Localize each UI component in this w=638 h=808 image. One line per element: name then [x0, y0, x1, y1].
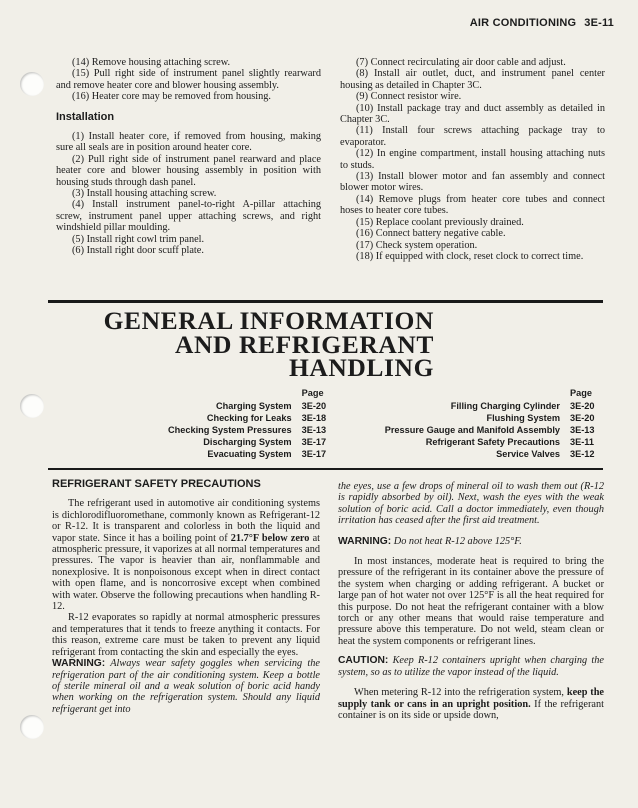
removal-step: (14) Remove housing attaching screw. — [72, 57, 231, 68]
section-divider-top — [48, 300, 603, 303]
warning-label: WARNING: — [338, 535, 392, 547]
toc-row: Charging System 3E-20 — [216, 401, 327, 411]
install-step: (8) Install air outlet, duct, and instrument panel center housing as detailed in Chapter 3C. — [340, 68, 605, 91]
safety-paragraph-4: When metering R-12 into the refrigeration system, keep the supply tank or cans in an upright position. If the refrigerant container is on its side or upside down, — [338, 687, 604, 721]
toc-row: Flushing System 3E-20 — [486, 413, 595, 423]
installation-heading: Installation — [56, 110, 115, 123]
page-number: 3E-11 — [584, 17, 614, 29]
contents-right — [385, 387, 600, 460]
safety-right-column — [338, 481, 604, 721]
install-step: (7) Connect recirculating air door cable and adjust. — [356, 57, 566, 68]
install-step: (1) Install heater core, if removed from housing, making sure all seals are in position around heater core. — [56, 131, 321, 154]
safety-heading: REFRIGERANT SAFETY PRECAUTIONS — [52, 478, 261, 490]
toc-row: Service Valves 3E-12 — [496, 449, 595, 459]
contents-left — [168, 387, 332, 460]
caution-label: CAUTION: — [338, 655, 389, 667]
install-step: (12) In engine compartment, install housing attaching nuts to studs. — [340, 148, 605, 171]
toc-row: Refrigerant Safety Precautions 3E-11 — [425, 437, 595, 447]
install-step: (6) Install right door scuff plate. — [72, 245, 204, 257]
heat-warning: WARNING: Do not heat R-12 above 125°F. — [338, 535, 522, 547]
top-right-column — [340, 57, 605, 262]
page-column-header: Page — [301, 388, 324, 398]
section-name: AIR CONDITIONING — [469, 17, 577, 29]
goggles-warning-continued: the eyes, use a few drops of mineral oil to wash them out (R-12 is rapidly absorbed by oil). Next, wash the eyes with the weak solution of boric acid. Call a doctor immediately, even though irritation has ceased after the first aid treatment. — [338, 481, 604, 527]
title-line-3: HANDLING — [288, 353, 434, 382]
toc-row: Evacuating System 3E-17 — [207, 449, 327, 459]
removal-step: (15) Pull right side of instrument panel slightly rearward and remove heater core and blower housing assembly. — [56, 68, 321, 91]
install-step: (17) Check system operation. — [356, 239, 478, 251]
page-header — [470, 17, 614, 29]
install-step: (5) Install right cowl trim panel. — [72, 233, 205, 245]
upright-caution: CAUTION: Keep R-12 containers upright when charging the system, so as to utilize the vapor instead of the liquid. — [338, 655, 604, 678]
binder-hole-top — [20, 72, 44, 96]
toc-row: Pressure Gauge and Manifold Assembly 3E-13 — [384, 425, 595, 435]
install-step: (11) Install four screws attaching package tray to evaporator. — [340, 125, 605, 148]
toc-row: Checking System Pressures 3E-13 — [168, 425, 327, 435]
title-line-2: AND REFRIGERANT — [174, 329, 434, 359]
warning-label: WARNING: — [52, 658, 106, 670]
upright-emphasis: keep the supply tank or cans in an upright position. — [338, 687, 604, 710]
install-step: (13) Install blower motor and fan assembly and connect blower motor wires. — [340, 171, 605, 194]
section-divider-bottom — [48, 468, 603, 470]
removal-step: (16) Heater core may be removed from housing. — [72, 91, 271, 103]
safety-paragraph-3: In most instances, moderate heat is required to bring the pressure of the refrigerant in its container above the pressure of the system when charging or adding refrigerant. A bucket or large pan of hot water not over 125°F is all the heat required for this purpose. Do not heat the refrigerant container with a blow torch or any other means that would raise temperature and pressure above this temperature. Do not weld, steam clean or heat the system components or refrigerant lines. — [338, 556, 604, 647]
page-column-header: Page — [570, 388, 592, 398]
goggles-warning: WARNING: Always wear safety goggles when servicing the refrigeration part of the air conditioning system. Keep a bottle of sterile mineral oil and a weak solution of boric acid handy when working on the refrigeration system. Should any liquid refrigerant get into — [52, 658, 320, 715]
install-step: (4) Install instrument panel-to-right A-pillar attaching screw, instrument panel upper attaching screws, and right windshield pillar moulding. — [56, 199, 321, 234]
toc-row: Filling Charging Cylinder 3E-20 — [450, 401, 595, 411]
boiling-point-emphasis: 21.7°F below zero — [230, 532, 310, 544]
install-step: (10) Install package tray and duct assembly as detailed in Chapter 3C. — [340, 102, 605, 126]
binder-hole-bottom — [20, 715, 44, 739]
safety-paragraph-1: The refrigerant used in automotive air conditioning systems is dichlorodifluoromethane, commonly known as Refrigerant-12 or R-12. It is transparent and colorless in both the liquid and vapor state. Since it has a boiling point of 21.7°F below zero at atmospheric pressure, it vaporizes at all normal temperatures and pressures. The vapor is heavier than air, nonflammable and nonexplosive. It is nonpoisonous except when in direct contact with open flame, and is noncorrosive except when combined with water. Observe the following precautions when handling R-12. — [52, 498, 321, 613]
section-title — [48, 306, 434, 382]
install-step: (9) Connect resistor wire. — [356, 91, 462, 103]
binder-hole-middle — [20, 394, 44, 418]
install-step: (14) Remove plugs from heater core tubes and connect hoses to heater core tubes. — [340, 193, 605, 217]
safety-paragraph-2: R-12 evaporates so rapidly at normal atmospheric pressures and temperatures that it tends to freeze anything it contacts. For this reason, extreme care must be taken to prevent any liquid refrigerant from contacting the skin and especially the eyes. — [52, 612, 320, 658]
install-step: (16) Connect battery negative cable. — [356, 228, 506, 240]
install-step: (3) Install housing attaching screw. — [72, 188, 217, 200]
safety-left-column — [52, 479, 320, 715]
install-step: (18) If equipped with clock, reset clock to correct time. — [356, 250, 584, 262]
top-left-column — [56, 57, 321, 257]
toc-row: Checking for Leaks 3E-18 — [206, 413, 327, 423]
install-step: (2) Pull right side of instrument panel rearward and place heater core and blower housing assembly in position with housing studs through dash panel. — [56, 153, 321, 188]
toc-row: Discharging System 3E-17 — [203, 437, 327, 447]
title-line-1: GENERAL INFORMATION — [103, 306, 434, 335]
install-step: (15) Replace coolant previously drained. — [356, 216, 524, 228]
